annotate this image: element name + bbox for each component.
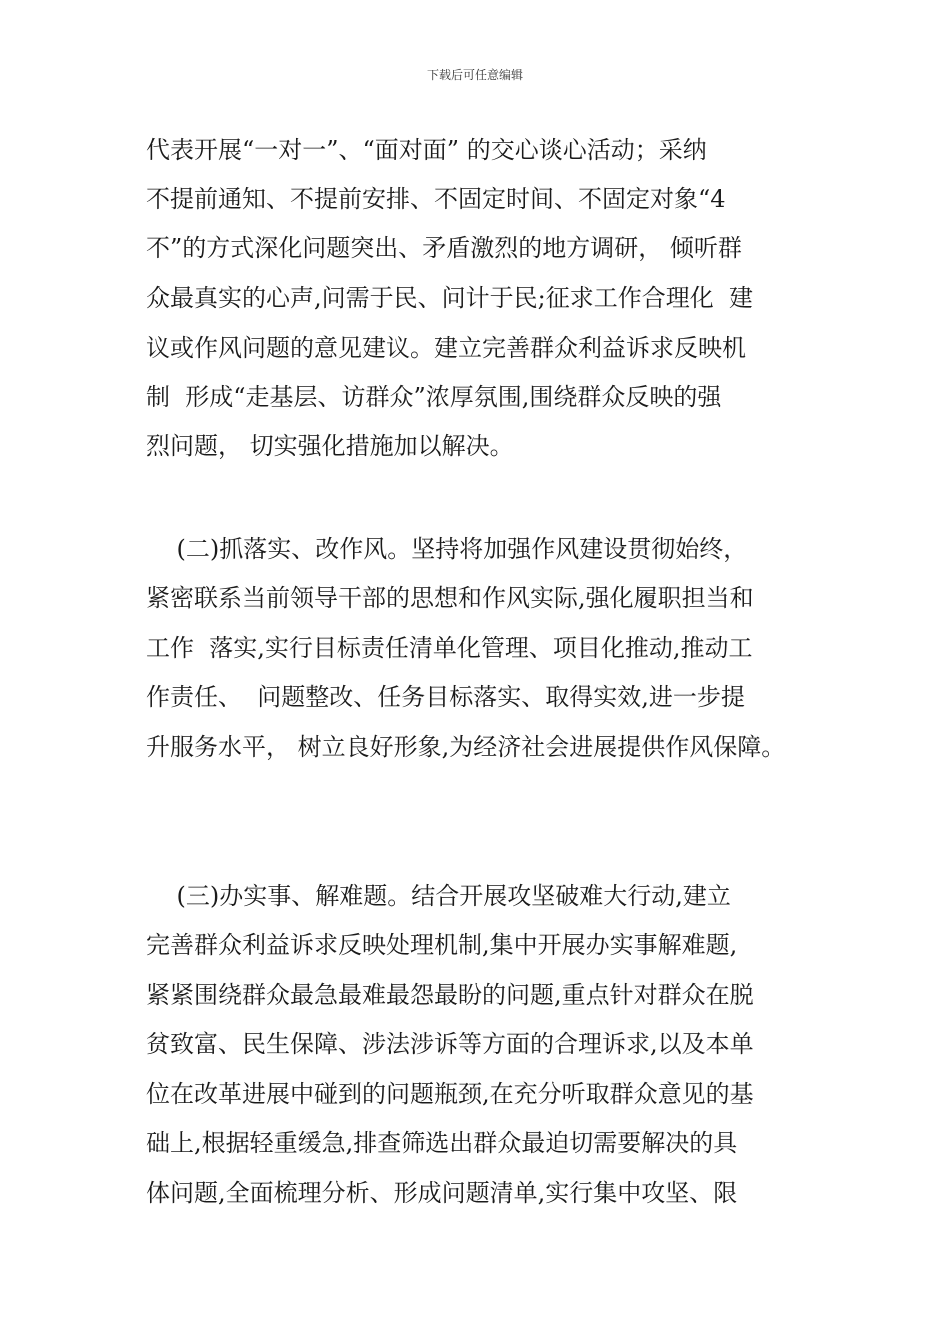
text-line: 体问题,全面梳理分析、形成问题清单,实行集中攻坚、限 bbox=[146, 1179, 738, 1207]
text-line: (三)办实事、解难题。结合开展攻坚破难大行动,建立 bbox=[146, 882, 731, 910]
text-line: 升服务水平， 树立良好形象,为经济社会进展提供作风保障。 bbox=[146, 733, 786, 761]
text-line: 位在改革进展中碰到的问题瓶颈,在充分听取群众意见的基 bbox=[146, 1080, 754, 1108]
text-line: 制 形成“走基层、访群众”浓厚氛围,围绕群众反映的强 bbox=[146, 383, 722, 411]
text-line: 不”的方式深化问题突出、矛盾激烈的地方调研， 倾听群 bbox=[146, 234, 742, 262]
text-line: 础上,根据轻重缓急,排查筛选出群众最迫切需要解决的具 bbox=[146, 1129, 738, 1157]
text-line: 紧紧围绕群众最急最难最怨最盼的问题,重点针对群众在脱 bbox=[146, 981, 754, 1009]
text-line: 众最真实的心声,问需于民、问计于民;征求工作合理化 建 bbox=[146, 284, 753, 312]
text-line: 作责任、 问题整改、任务目标落实、取得实效,进一步提 bbox=[146, 683, 745, 711]
text-line: 贫致富、民生保障、涉法涉诉等方面的合理诉求,以及本单 bbox=[146, 1030, 754, 1058]
text-line: 工作 落实,实行目标责任清单化管理、项目化推动,推动工 bbox=[146, 634, 753, 662]
text-line: 烈问题， 切实强化措施加以解决。 bbox=[146, 432, 514, 460]
page-header: 下载后可任意编辑 bbox=[426, 68, 523, 82]
text-line: 完善群众利益诉求反映处理机制,集中开展办实事解难题, bbox=[146, 931, 738, 959]
text-line: 不提前通知、不提前安排、不固定时间、不固定对象“4 bbox=[146, 185, 726, 213]
text-line: 代表开展“一对一”、“面对面” 的交心谈心活动；采纳 bbox=[146, 136, 707, 164]
text-line: 议或作风问题的意见建议。建立完善群众利益诉求反映机 bbox=[146, 334, 746, 362]
text-line: 紧密联系当前领导干部的思想和作风实际,强化履职担当和 bbox=[146, 584, 754, 612]
text-line: (二)抓落实、改作风。坚持将加强作风建设贯彻始终， bbox=[146, 535, 748, 563]
